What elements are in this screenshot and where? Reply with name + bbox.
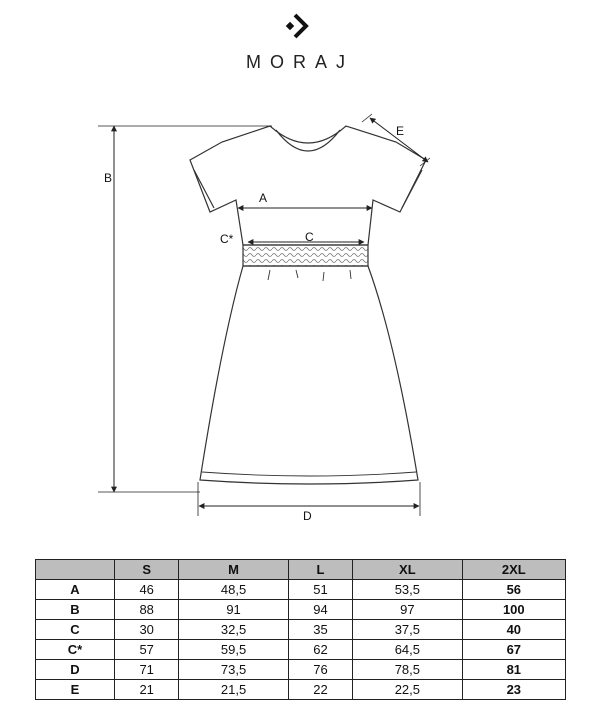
table-cell: 100: [462, 600, 565, 620]
row-label: B: [36, 600, 115, 620]
size-header-m: M: [179, 560, 288, 580]
brand-name: MORAJ: [246, 52, 354, 72]
size-header-l: L: [288, 560, 352, 580]
table-cell: 37,5: [353, 620, 462, 640]
table-cell: 35: [288, 620, 352, 640]
table-cell: 76: [288, 660, 352, 680]
label-c-star: C*: [220, 232, 234, 246]
table-row: [36, 600, 566, 620]
table-row: [36, 680, 566, 700]
dress-outline: [190, 126, 426, 484]
size-table: [35, 559, 566, 700]
size-header-s: S: [115, 560, 179, 580]
table-cell: 23: [462, 680, 565, 700]
table-cell: 51: [288, 580, 352, 600]
dress-skirt: [200, 266, 418, 484]
table-cell: 59,5: [179, 640, 288, 660]
table-cell: 64,5: [353, 640, 462, 660]
label-c: C: [305, 230, 314, 244]
size-header-2xl: 2XL: [462, 560, 565, 580]
row-label: C: [36, 620, 115, 640]
dress-waistband: [243, 245, 368, 266]
table-cell: 67: [462, 640, 565, 660]
table-row: [36, 620, 566, 640]
table-cell: 40: [462, 620, 565, 640]
table-cell: 21,5: [179, 680, 288, 700]
row-label: E: [36, 680, 115, 700]
size-header-row: [36, 560, 566, 580]
table-cell: 57: [115, 640, 179, 660]
label-a: A: [259, 191, 268, 205]
table-cell: 88: [115, 600, 179, 620]
dress-bodice: [190, 126, 426, 245]
table-row: [36, 660, 566, 680]
table-corner: [36, 560, 115, 580]
table-cell: 71: [115, 660, 179, 680]
table-cell: 94: [288, 600, 352, 620]
label-d: D: [303, 509, 312, 523]
table-row: [36, 640, 566, 660]
dress-neckline: [276, 130, 340, 151]
table-cell: 56: [462, 580, 565, 600]
table-cell: 22: [288, 680, 352, 700]
label-e: E: [396, 124, 405, 138]
table-cell: 46: [115, 580, 179, 600]
measurement-lines: [98, 114, 430, 516]
table-cell: 32,5: [179, 620, 288, 640]
table-cell: 78,5: [353, 660, 462, 680]
table-cell: 53,5: [353, 580, 462, 600]
table-cell: 81: [462, 660, 565, 680]
table-cell: 97: [353, 600, 462, 620]
table-cell: 91: [179, 600, 288, 620]
brand-logo: [0, 0, 600, 80]
table-cell: 73,5: [179, 660, 288, 680]
table-cell: 30: [115, 620, 179, 640]
moraj-arrow-logo-icon: [286, 12, 314, 40]
table-row: [36, 580, 566, 600]
dress-measurement-diagram: [0, 90, 600, 530]
table-cell: 21: [115, 680, 179, 700]
table-cell: 22,5: [353, 680, 462, 700]
row-label: C*: [36, 640, 115, 660]
row-label: A: [36, 580, 115, 600]
table-cell: 48,5: [179, 580, 288, 600]
label-b: B: [104, 171, 113, 185]
table-cell: 62: [288, 640, 352, 660]
row-label: D: [36, 660, 115, 680]
size-header-xl: XL: [353, 560, 462, 580]
